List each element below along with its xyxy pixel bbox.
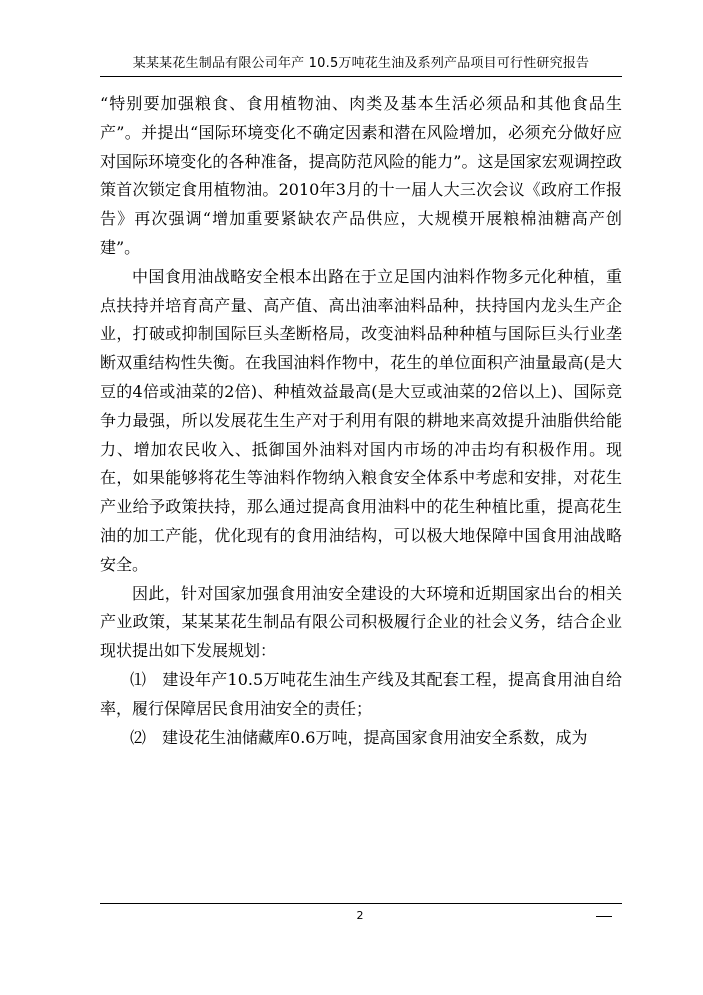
running-header: 某某某花生制品有限公司年产 10.5万吨花生油及系列产品项目可行性研究报告 xyxy=(132,56,590,71)
paragraph-oil-strategy: 中国食用油战略安全根本出路在于立足国内油料作物多元化种植，重点扶持并培育高产量、高产值、高出油率油料品种，扶持国内龙头生产企业，打破或抑制国际巨头垄断格局，改变油料品种种植与国际巨头行业垄断双重结构性失衡。在我国油料作物中，花生的单位面积产油量最高(是大豆的4倍或油菜的2倍)、种植效益最高(是大豆或油菜的2倍以上)、国际竞争力最强，所以发展花生生产对于利用有限的耕地来高效提升油脂供给能力、增加农民收入、抵御国外油料对国内市场的冲击均有积极作用。现在，如果能够将花生等油料作物纳入粮食安全体系中考虑和安排，对花生产业给予政策扶持，那么通过提高食用油料中的花生种植比重，提高花生油的加工产能，优化现有的食用油结构，可以极大地保障中国食用油战略安全。 xyxy=(100,266,622,574)
list-marker: ⑵ xyxy=(130,727,147,747)
list-marker: ⑴ xyxy=(130,669,147,689)
document-body xyxy=(100,90,622,752)
paragraph-development-plan: 因此，针对国家加强食用油安全建设的大环境和近期国家出台的相关产业政策，某某某花生制品有限公司积极履行企业的社会义务，结合企业现状提出如下发展规划： xyxy=(100,583,622,661)
list-item-production-line xyxy=(100,666,622,724)
list-item-text: 建设年产10.5万吨花生油生产线及其配套工程，提高食用油自给率，履行保障居民食用油安全的责任； xyxy=(100,669,622,718)
footer-dash xyxy=(596,916,612,917)
list-item-text: 建设花生油储藏库0.6万吨，提高国家食用油安全系数，成为 xyxy=(162,727,588,747)
header-rule xyxy=(100,76,622,77)
page-number: 2 xyxy=(356,909,364,922)
list-item-storage xyxy=(100,724,622,753)
paragraph-policy-quote: “特别要加强粮食、食用植物油、肉类及基本生活必须品和其他食品生产”。并提出“国际环境变化不确定因素和潜在风险增加，必须充分做好应对国际环境变化的各种准备，提高防范风险的能力”。这是国家宏观调控政策首次锁定食用植物油。2010年3月的十一届人大三次会议《政府工作报告》再次强调“增加重要紧缺农产品供应，大规模开展粮棉油糖高产创建”。 xyxy=(100,94,622,257)
footer-rule xyxy=(100,903,622,904)
